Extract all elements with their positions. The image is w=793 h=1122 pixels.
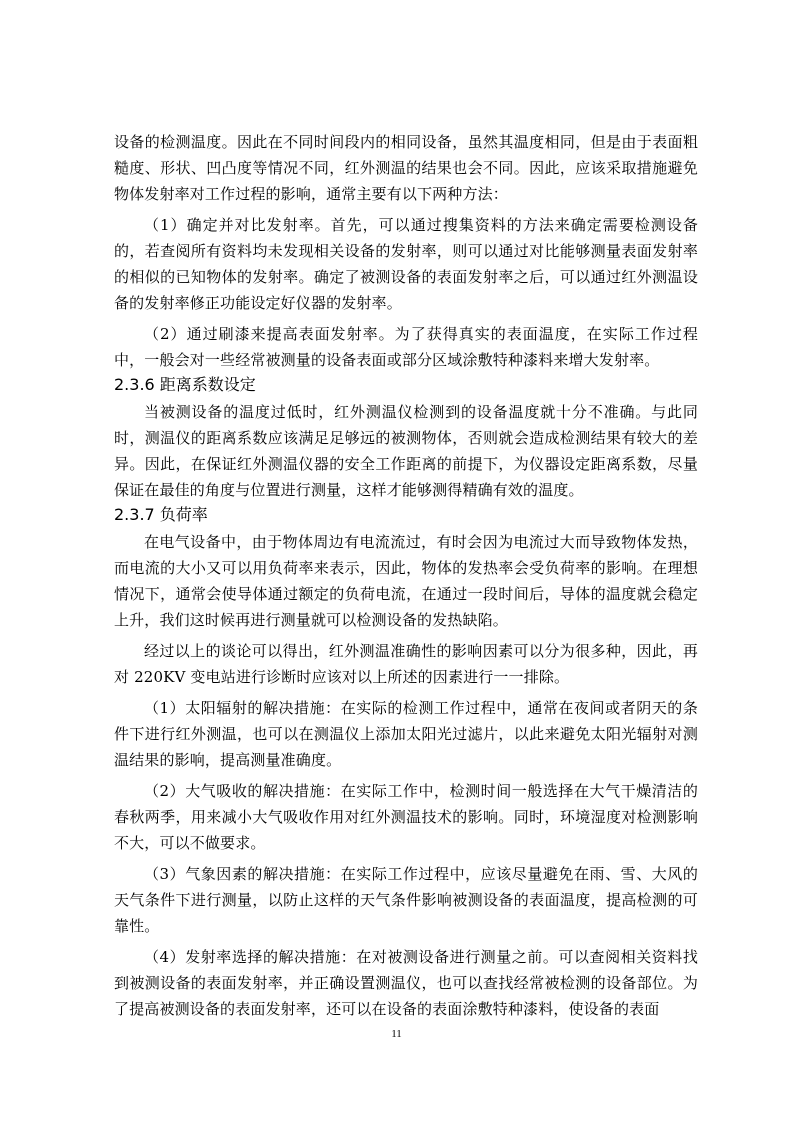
paragraph: （3）气象因素的解决措施：在实际工作过程中，应该尽量避免在雨、雪、大风的天气条件下进行测量，以防止这样的天气条件影响被测设备的表面温度，提高检测的可靠性。 <box>114 865 698 935</box>
section-heading-2-3-7: 2.3.7 负荷率 <box>114 505 208 524</box>
paragraph: 经过以上的谈论可以得出，红外测温准确性的影响因素可以分为很多种，因此，再对 220KV 变电站进行诊断时应该对以上所述的因素进行一一排除。 <box>114 642 698 686</box>
paragraph: （1）太阳辐射的解决措施：在实际的检测工作过程中，通常在夜间或者阴天的条件下进行红外测温，也可以在测温仪上添加太阳光过滤片，以此来避免太阳光辐射对测温结果的影响，提高测量准确度。 <box>114 699 698 769</box>
paragraph: 设备的检测温度。因此在不同时间段内的相同设备，虽然其温度相同，但是由于表面粗糙度、形状、凹凸度等情况不同，红外测温的结果也会不同。因此，应该采取措施避免物体发射率对工作过程的影响，通常主要有以下两种方法： <box>114 133 698 203</box>
paragraph: （1）确定并对比发射率。首先，可以通过搜集资料的方法来确定需要检测设备的，若查阅所有资料均未发现相关设备的发射率，则可以通过对比能够测量表面发射率的相似的已知物体的发射率。确定了被测设备的表面发射率之后，可以通过红外测温设备的发射率修正功能设定好仪器的发射率。 <box>114 216 698 312</box>
section-heading-2-3-6: 2.3.6 距离系数设定 <box>114 375 256 394</box>
paragraph: （2）通过刷漆来提高表面发射率。为了获得真实的表面温度，在实际工作过程中，一般会对一些经常被测量的设备表面或部分区域涂敷特种漆料来增大发射率。 <box>114 325 698 369</box>
paragraph: 当被测设备的温度过低时，红外测温仪检测到的设备温度就十分不准确。与此同时，测温仪的距离系数应该满足足够远的被测物体，否则就会造成检测结果有较大的差异。因此，在保证红外测温仪器的安全工作距离的前提下，为仪器设定距离系数，尽量保证在最佳的角度与位置进行测量，这样才能够测得精确有效的温度。 <box>114 403 698 499</box>
document-body <box>114 129 698 1022</box>
paragraph: 在电气设备中，由于物体周边有电流流过，有时会因为电流过大而导致物体发热，而电流的大小又可以用负荷率来表示，因此，物体的发热率会受负荷率的影响。在理想情况下，通常会使导体通过额定的负荷电流，在通过一段时间后，导体的温度就会稳定上升，我们这时候再进行测量就可以检测设备的发热缺陷。 <box>114 533 698 629</box>
page-number: 11 <box>391 1028 402 1040</box>
paragraph: （4）发射率选择的解决措施：在对被测设备进行测量之前。可以查阅相关资料找到被测设备的表面发射率，并正确设置测温仪，也可以查找经常被检测的设备部位。为了提高被测设备的表面发射率，还可以在设备的表面涂敷特种漆料，使设备的表面 <box>114 948 698 1018</box>
paragraph: （2）大气吸收的解决措施：在实际工作中，检测时间一般选择在大气干燥清洁的春秋两季，用来减小大气吸收作用对红外测温技术的影响。同时，环境湿度对检测影响不大，可以不做要求。 <box>114 782 698 852</box>
